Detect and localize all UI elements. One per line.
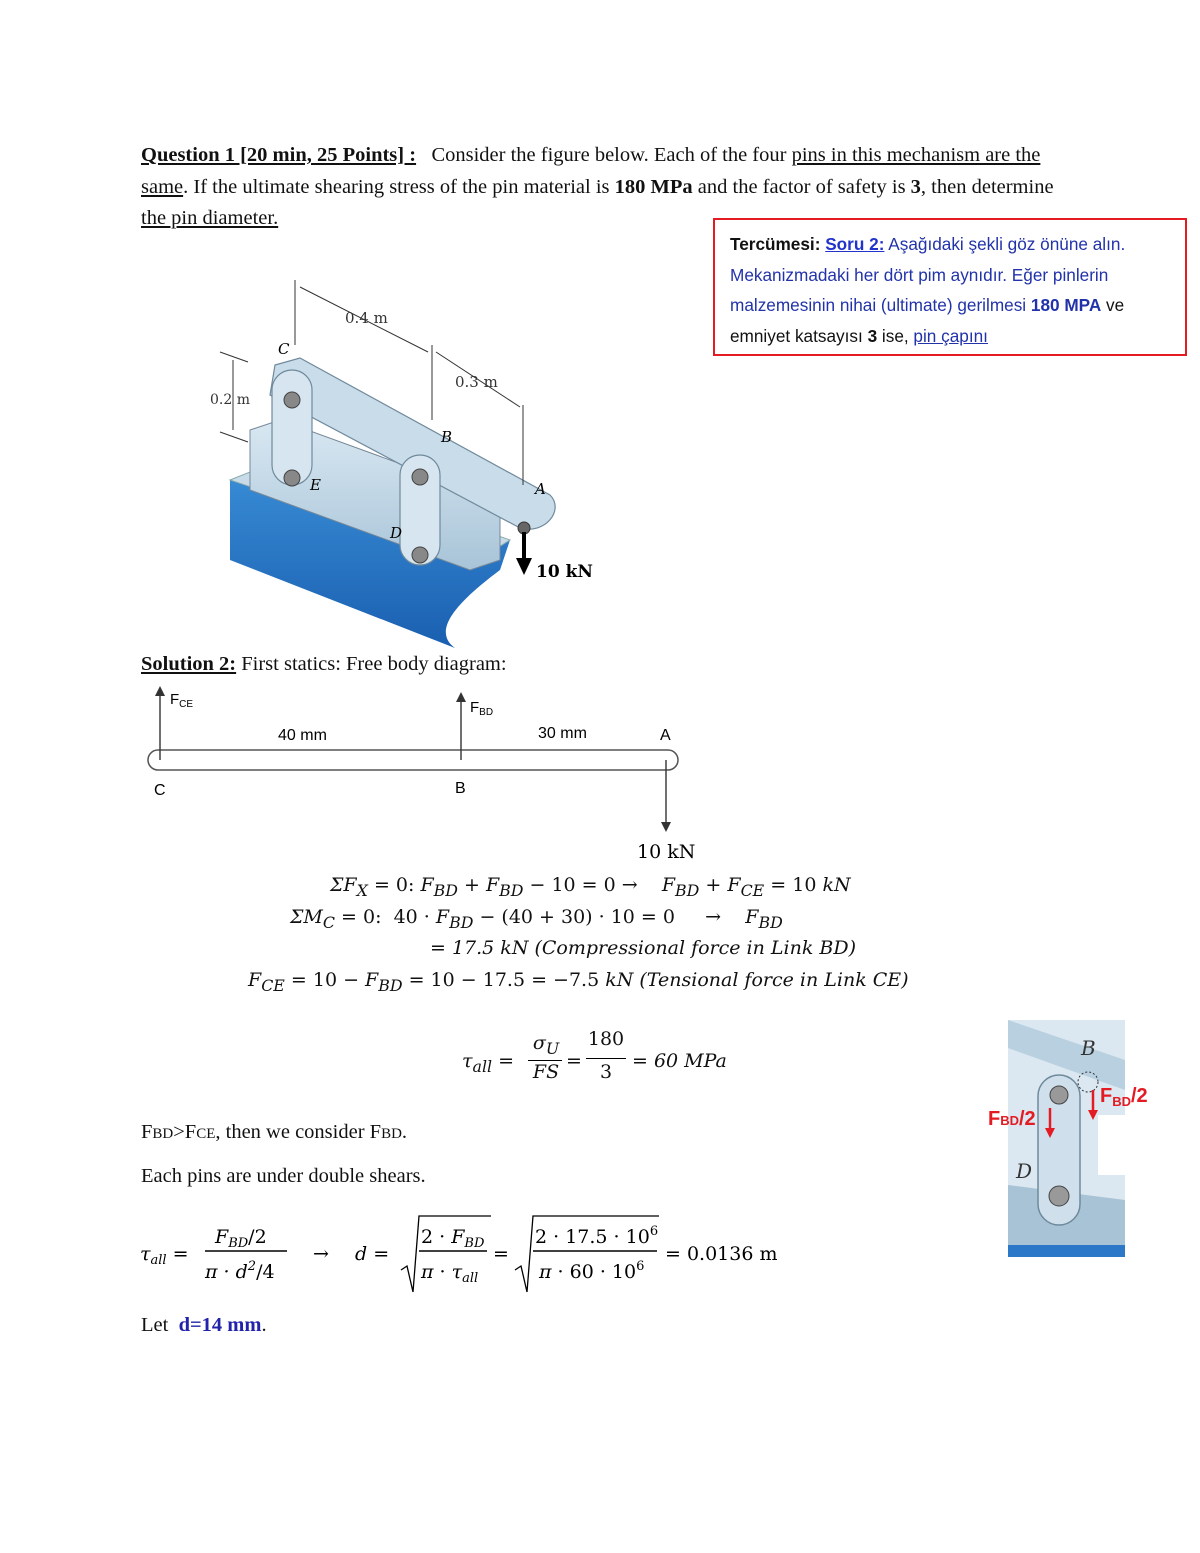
let-period: .	[261, 1314, 267, 1336]
d-result: = 0.0136 m	[665, 1243, 778, 1265]
pin-b	[412, 469, 428, 485]
svg-text:→: →	[313, 1243, 329, 1265]
translation-line1: Aşağıdaki şekli göz önüne alın. Mekanizmadaki her dört pim aynıdır. Eğer pinlerin malzemesinin nihai (ultimate) gerilmesi	[730, 234, 1126, 315]
double-shear-text: Each pins are under double shears.	[141, 1165, 426, 1187]
fbd-dim-30: 30 mm	[538, 725, 587, 742]
let-text: Let	[141, 1314, 174, 1336]
question-text-4: , then determine	[920, 175, 1054, 198]
mechanism-figure	[200, 270, 620, 650]
solution-label: Solution 2:	[141, 653, 237, 675]
dim-02: 0.2 m	[210, 392, 250, 408]
question-text-1: Consider the figure below. Each of the four	[431, 144, 792, 166]
question-fs: 3	[910, 175, 921, 198]
tau-180: 180	[587, 1028, 625, 1050]
fbd-load: 10 kN	[637, 841, 696, 863]
svg-text:π · d2/4: $\pi \cdot d^2/4$	[205, 1259, 275, 1283]
label-d: D	[390, 524, 403, 542]
eq-fce: $F_{CE} = 10 - F_{BD} = 10 - 17.5 = -7.5$ kN (Tensional force in Link CE)	[248, 969, 909, 995]
fbd-dim-40: 40 mm	[278, 727, 327, 744]
translation-soru: Soru 2:	[825, 234, 885, 254]
fbd-label-b: B	[455, 780, 466, 797]
inset-figure	[1008, 1020, 1148, 1257]
eq-fbd-result: = 17.5 kN (Compressional force in Link BD)	[430, 937, 856, 959]
translation-end: ise,	[877, 325, 914, 346]
svg-text:π · τall: $\pi \cdot \tau_{all}$	[421, 1261, 479, 1286]
fbd-label-a: A	[660, 727, 671, 744]
pin-e	[284, 470, 300, 486]
svg-text:τall =: $\tau_{all}$ =	[140, 1243, 189, 1268]
pin-d	[412, 547, 428, 563]
label-e: E	[310, 476, 321, 494]
translation-mid: ve emniyet katsayısı	[730, 295, 1125, 346]
tau-result: = 60 MPa	[632, 1050, 727, 1072]
label-c: C	[278, 340, 290, 358]
tau-sig: σ	[532, 1032, 546, 1054]
d-value: d=14 mm	[178, 1314, 262, 1336]
eq-tau-all: $\tau_{all}$ = $\sigma_U$ FS = 180 3 = 60 MPa	[462, 1028, 727, 1083]
svg-text:π · 60 · 106: $\pi \cdot 60 \cdot 10^6$	[539, 1259, 645, 1283]
free-body-diagram	[140, 680, 720, 870]
inset-fbd-left: FBD/2	[988, 1108, 1036, 1130]
svg-text:=: =	[493, 1243, 509, 1265]
question-pins: pins in this mechanism are the same	[141, 144, 1041, 198]
let-d	[141, 1314, 267, 1337]
pin-c	[284, 392, 300, 408]
question-label: Question 1 [20 min, 25 Points] :	[141, 144, 417, 166]
fbd-bar	[148, 750, 678, 770]
inset-label-d: D	[1016, 1159, 1033, 1183]
svg-text:d =: d =	[355, 1243, 390, 1265]
solution-text: First statics: Free body diagram:	[236, 653, 507, 675]
dim-03: 0.3 m	[455, 373, 498, 391]
translation-label: Tercümesi:	[730, 234, 821, 254]
translation-box	[713, 218, 1187, 356]
eq-sum-mc: $\Sigma M_C = 0$: $40 \cdot F_{BD} - (40 + 30) \cdot 10 = 0$ → $F_{BD}$	[290, 906, 783, 932]
translation-pin: pin çapını	[913, 325, 988, 346]
tau-3: 3	[599, 1061, 613, 1083]
eq-diameter	[135, 1210, 815, 1300]
inset-fbd-left-sub: BD	[1000, 1113, 1019, 1128]
svg-text:FBD/2: $F_{BD}/2$	[215, 1226, 267, 1251]
translation-mpa: 180 MPA	[1030, 295, 1102, 315]
translation-fs: 3	[867, 325, 878, 346]
svg-text:2 · 17.5 · 106: $2 \cdot 17.5 \cdot 10^6$	[535, 1224, 659, 1248]
fbd-label-c: C	[154, 782, 166, 799]
fbd-fce: $F_{CE}$	[170, 691, 194, 710]
link-ce	[272, 370, 312, 485]
question-stress: 180 MPa	[614, 175, 693, 198]
label-b: B	[441, 428, 453, 446]
fbd-compare: FBD>FCE, then we consider FBD.	[141, 1121, 408, 1143]
label-a: A	[535, 480, 546, 498]
tau-fs: FS	[532, 1061, 560, 1083]
question-target: the pin diameter.	[141, 207, 279, 229]
load-label: 10 kN	[536, 562, 593, 582]
inset-fbd-right: $F_{BD}/2$	[1100, 1085, 1148, 1109]
dim-04: 0.4 m	[345, 309, 388, 327]
svg-text:2 · FBD: $2 \cdot F_{BD}$	[421, 1226, 485, 1251]
fbd-fbd: $F_{BD}$	[470, 699, 494, 718]
eq-sum-fx: $\Sigma F_X = 0$: $F_{BD} + F_{BD} - 10 = 0$ → $F_{BD} + F_{CE} = 10$ kN	[330, 874, 851, 900]
inset-label-b: B	[1081, 1036, 1096, 1060]
question-text-3: and the factor of safety is	[692, 175, 911, 198]
solution-heading	[141, 653, 507, 676]
question-text-2: . If the ultimate shearing stress of the pin material is	[183, 175, 615, 198]
